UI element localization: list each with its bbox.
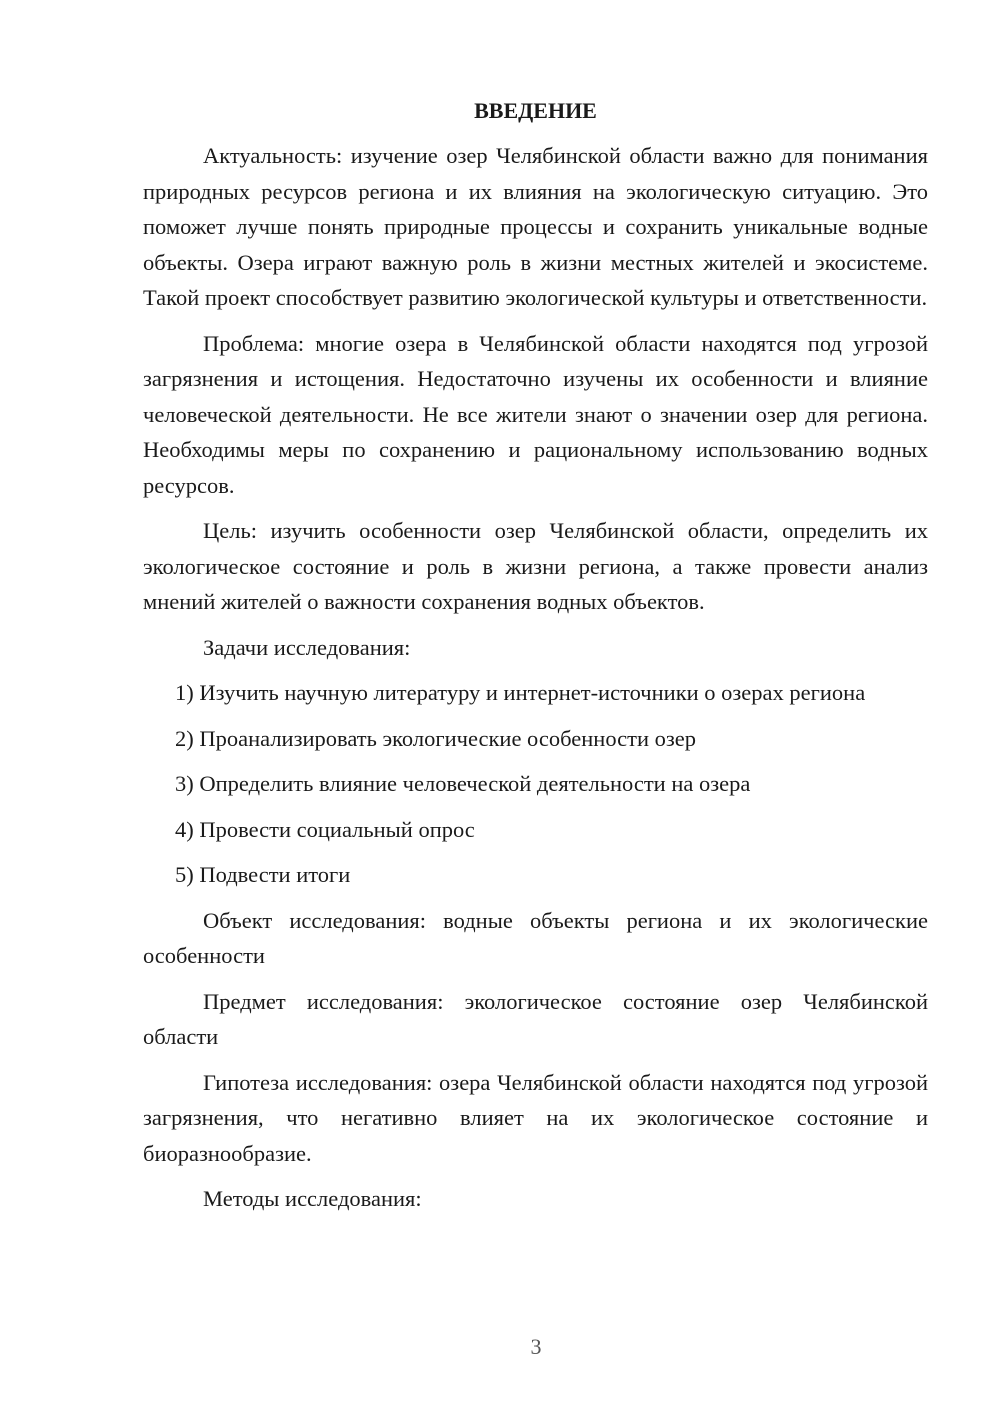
object-paragraph: Объект исследования: водные объекты региона и их экологические особенности bbox=[143, 907, 928, 968]
document-page bbox=[143, 96, 928, 1227]
task-item: 5) Подвести итоги bbox=[175, 862, 351, 887]
task-item: 3) Определить влияние человеческой деятельности на озера bbox=[175, 771, 751, 796]
problem-paragraph: Проблема: многие озера в Челябинской области находятся под угрозой загрязнения и истощения. Недостаточно изучены их особенности и влияние человеческой деятельности. Не все жители знают о значении озер для региона. Необходимы меры по сохранению и рациональному использованию водных ресурсов. bbox=[143, 330, 928, 498]
task-item: 4) Провести социальный опрос bbox=[175, 816, 475, 842]
relevance-paragraph: Актуальность: изучение озер Челябинской области важно для понимания природных ресурсов региона и их влияния на экологическую ситуацию. Это поможет лучше понять природные процессы и сохранить уникальные водные объекты. Озера играют важную роль в жизни местных жителей и экосистеме. Такой проект способствует развитию экологической культуры и ответственности. bbox=[143, 143, 928, 310]
task-item: 1) Изучить научную литературу и интернет-источники о озерах региона bbox=[175, 680, 866, 705]
page-number: 3 bbox=[530, 1334, 542, 1359]
hypothesis-paragraph: Гипотеза исследования: озера Челябинской области находятся под угрозой загрязнения, что негативно влияет на их экологическое состояние и биоразнообразие. bbox=[143, 1069, 928, 1166]
methods-heading: Методы исследования: bbox=[203, 1186, 422, 1211]
task-item: 2) Проанализировать экологические особенности озер bbox=[175, 725, 696, 751]
subject-paragraph: Предмет исследования: экологическое состояние озер Челябинской области bbox=[143, 988, 928, 1049]
tasks-heading: Задачи исследования: bbox=[203, 634, 411, 660]
page-title: ВВЕДЕНИЕ bbox=[474, 98, 597, 123]
goal-paragraph: Цель: изучить особенности озер Челябинской области, определить их экологическое состояние и роль в жизни региона, а также провести анализ мнений жителей о важности сохранения водных объектов. bbox=[143, 518, 928, 614]
